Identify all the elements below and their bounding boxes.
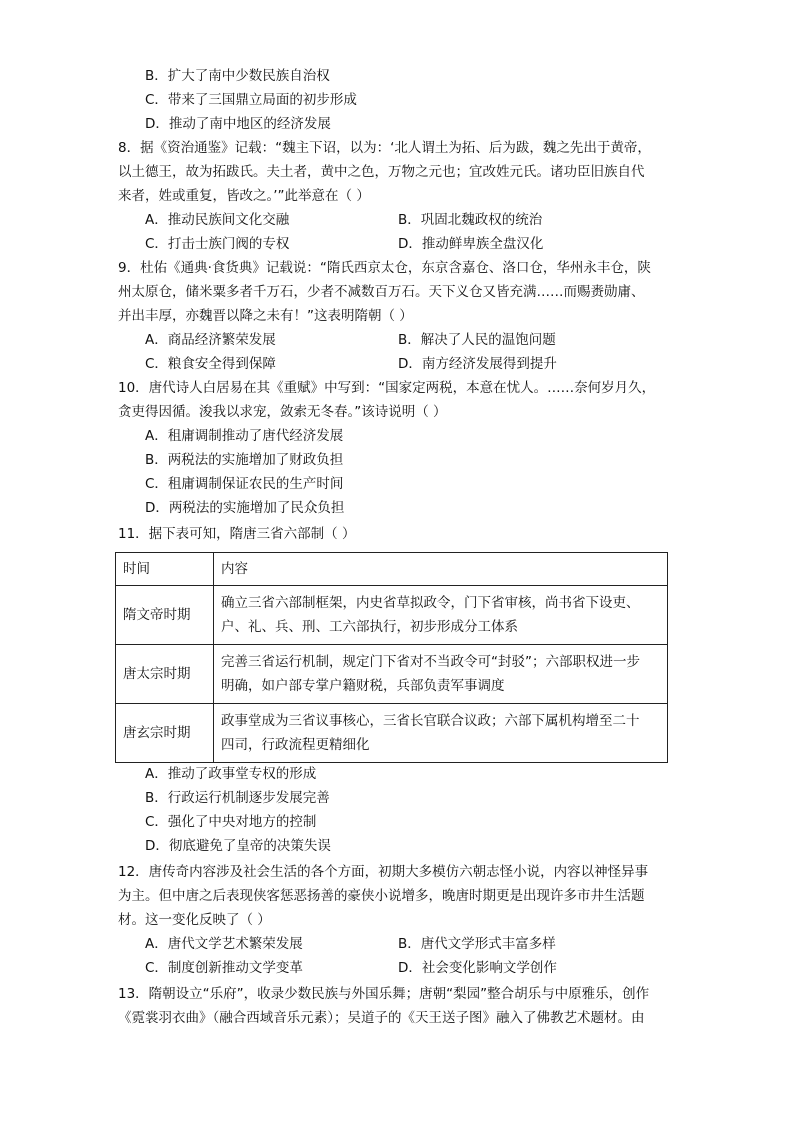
q10-stem-line-2: 贪吏得因循。浚我以求宠，敛索无冬春。”该诗说明（ ） <box>118 404 447 420</box>
q7-option-c: C．带来了三国鼎立局面的初步形成 <box>145 92 357 108</box>
table-row <box>116 586 668 645</box>
q11-option-d: D．彻底避免了皇帝的决策失误 <box>145 838 331 854</box>
q12-stem-line-2: 为主。但中唐之后表现侠客惩恶扬善的豪侠小说增多，晚唐时期更是出现许多市井生活题 <box>118 888 645 904</box>
table-cell-line: 明确，如户部专掌户籍财税，兵部负责军事调度 <box>221 678 505 694</box>
q12-option-c: C．制度创新推动文学变革 <box>145 960 303 976</box>
table-cell-content <box>214 586 668 645</box>
table-cell-content <box>214 645 668 704</box>
q10-option-b: B．两税法的实施增加了财政负担 <box>145 452 344 468</box>
q8-option-a: A．推动民族间文化交融 <box>145 212 290 228</box>
table-cell-line: 确立三省六部制框架，内史省草拟政令，门下省审核，尚书省下设吏、 <box>221 595 640 611</box>
table-cell-period: 唐太宗时期 <box>116 645 214 704</box>
table-row <box>116 645 668 704</box>
table-row <box>116 704 668 763</box>
q11-option-c: C．强化了中央对地方的控制 <box>145 814 317 830</box>
q9-option-b: B．解决了人民的温饱问题 <box>398 332 556 348</box>
table-cell-line: 户、礼、兵、刑、工六部执行，初步形成分工体系 <box>221 619 518 635</box>
q9-option-d: D．南方经济发展得到提升 <box>398 356 557 372</box>
q12-stem-line-3: 材。这一变化反映了（ ） <box>118 912 271 928</box>
q8-stem-line-3: 来者，姓或重复，皆改之。’”此举意在（ ） <box>118 188 370 204</box>
table-cell-line: 四司，行政流程更精细化 <box>221 737 370 753</box>
q11-stem: 11．据下表可知，隋唐三省六部制（ ） <box>118 526 356 542</box>
q9-stem-line-1: 9．杜佑《通典·食货典》记载说：“隋氏西京太仓，东京含嘉仓、洛口仓，华州永丰仓，陕 <box>118 260 651 276</box>
q8-option-d: D．推动鲜卑族全盘汉化 <box>398 236 544 252</box>
q10-stem-line-1: 10．唐代诗人白居易在其《重赋》中写到：“国家定两税，本意在忧人。……奈何岁月久， <box>118 380 656 396</box>
q8-stem-line-2: 以土德王，故为拓跋氏。夫土者，黄中之色，万物之元也；宜改姓元氏。诸功臣旧族自代 <box>118 164 645 180</box>
q7-option-b: B．扩大了南中少数民族自治权 <box>145 68 330 84</box>
q8-option-c: C．打击士族门阀的专权 <box>145 236 290 252</box>
q7-option-d: D．推动了南中地区的经济发展 <box>145 116 331 132</box>
q12-option-a: A．唐代文学艺术繁荣发展 <box>145 936 303 952</box>
table-cell-period: 唐玄宗时期 <box>116 704 214 763</box>
q12-option-b: B．唐代文学形式丰富多样 <box>398 936 556 952</box>
table-cell-content <box>214 704 668 763</box>
q12-stem-line-1: 12．唐传奇内容涉及社会生活的各个方面，初期大多模仿六朝志怪小说，内容以神怪异事 <box>118 864 649 880</box>
q10-option-a: A．租庸调制推动了唐代经济发展 <box>145 428 344 444</box>
q11-table <box>115 552 668 763</box>
table-header-time: 时间 <box>116 553 214 586</box>
table-header-content: 内容 <box>214 553 668 586</box>
q9-option-c: C．粮食安全得到保障 <box>145 356 276 372</box>
q13-stem-line-1: 13．隋朝设立“乐府”，收录少数民族与外国乐舞；唐朝“梨园”整合胡乐与中原雅乐，创作 <box>118 986 650 1002</box>
q10-option-c: C．租庸调制保证农民的生产时间 <box>145 476 344 492</box>
q11-option-b: B．行政运行机制逐步发展完善 <box>145 790 330 806</box>
q9-option-a: A．商品经济繁荣发展 <box>145 332 276 348</box>
table-header-row <box>116 553 668 586</box>
table-cell-period: 隋文帝时期 <box>116 586 214 645</box>
table-cell-line: 完善三省运行机制，规定门下省对不当政令可“封驳”；六部职权进一步 <box>221 654 640 670</box>
q12-option-d: D．社会变化影响文学创作 <box>398 960 557 976</box>
q9-stem-line-2: 州太原仓，储米粟多者千万石，少者不减数百万石。天下义仓又皆充满……而赐赉勋庸、 <box>118 284 645 300</box>
table-cell-line: 政事堂成为三省议事核心，三省长官联合议政；六部下属机构增至二十 <box>221 713 640 729</box>
q11-option-a: A．推动了政事堂专权的形成 <box>145 766 317 782</box>
q10-option-d: D．两税法的实施增加了民众负担 <box>145 500 345 516</box>
q8-stem-line-1: 8．据《资治通鉴》记载：“魏主下诏，以为：‘北人谓土为拓、后为跋，魏之先出于黄帝， <box>118 140 651 156</box>
q9-stem-line-3: 并出丰厚，亦魏晋以降之未有！”这表明隋朝（ ） <box>118 308 413 324</box>
q13-stem-line-2: 《霓裳羽衣曲》（融合西域音乐元素）；吴道子的《天王送子图》融入了佛教艺术题材。由 <box>118 1010 645 1026</box>
q8-option-b: B．巩固北魏政权的统治 <box>398 212 543 228</box>
